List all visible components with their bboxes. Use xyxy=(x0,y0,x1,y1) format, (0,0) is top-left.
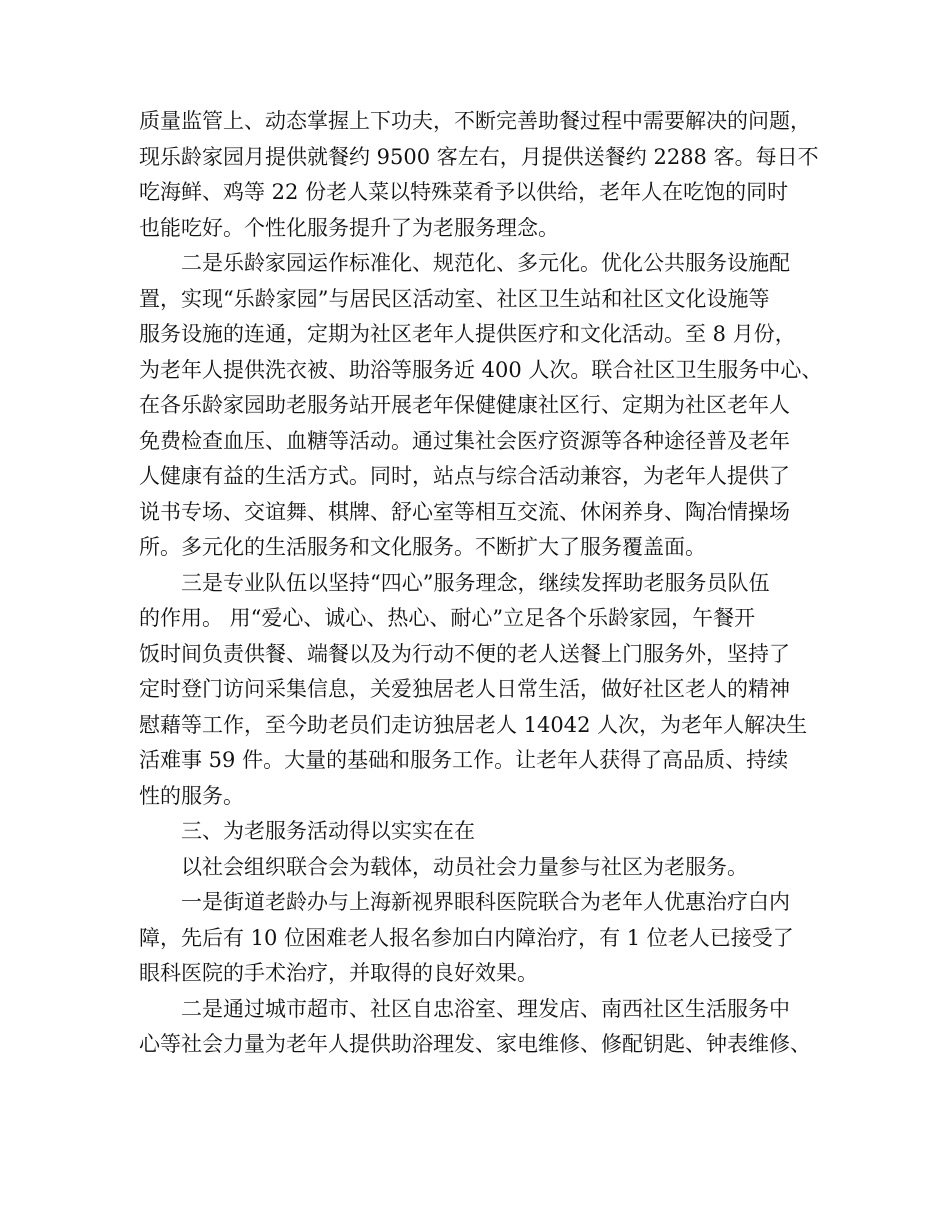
text-line: 现乐龄家园月提供就餐约 9500 客左右，月提供送餐约 2288 客。每日不 xyxy=(139,144,819,169)
text-line: 慰藉等工作，至今助老员们走访独居老人 14042 人次，为老年人解决生 xyxy=(139,712,808,737)
document-body xyxy=(139,104,829,1063)
text-line: 定时登门访问采集信息，关爱独居老人日常生活，做好社区老人的精神 xyxy=(139,677,790,701)
text-line: 饭时间负责供餐、端餐以及为行动不便的老人送餐上门服务外，坚持了 xyxy=(139,641,790,666)
section-heading: 三、为老服务活动得以实实在在 xyxy=(181,819,475,843)
text-line: 也能吃好。个性化服务提升了为老服务理念。 xyxy=(139,215,559,240)
text-line: 性的服务。 xyxy=(139,783,244,808)
text-line: 人健康有益的生活方式。同时，站点与综合活动兼容，为老年人提供了 xyxy=(139,464,790,488)
text-line: 服务设施的连通，定期为社区老年人提供医疗和文化活动。至 8 月份， xyxy=(139,322,796,346)
text-line: 所。多元化的生活服务和文化服务。不断扩大了服务覆盖面。 xyxy=(139,535,706,559)
text-line: 吃海鲜、鸡等 22 份老人菜以特殊菜肴予以供给，老年人在吃饱的同时 xyxy=(139,180,789,204)
text-line: 眼科医院的手术治疗，并取得的良好效果。 xyxy=(139,961,538,985)
paragraph-start-line: 一是街道老龄办与上海新视界眼科医院联合为老年人优惠治疗白内 xyxy=(181,890,790,914)
text-line: 障，先后有 10 位困难老人报名参加白内障治疗，有 1 位老人已接受了 xyxy=(139,925,794,950)
paragraph-start-line: 以社会组织联合会为载体，动员社会力量参与社区为老服务。 xyxy=(181,854,748,879)
text-line: 说书专场、交谊舞、棋牌、舒心室等相互交流、休闲养身、陶冶情操场 xyxy=(139,499,790,524)
paragraph-start-line: 二是乐龄家园运作标准化、规范化、多元化。优化公共服务设施配 xyxy=(181,251,790,275)
text-line: 质量监管上、动态掌握上下功夫，不断完善助餐过程中需要解决的问题， xyxy=(139,109,811,133)
paragraph-start-line: 三是专业队伍以坚持“四心”服务理念，继续发挥助老服务员队伍 xyxy=(181,570,770,595)
text-line: 置，实现“乐龄家园”与居民区活动室、社区卫生站和社区文化设施等 xyxy=(139,286,770,311)
text-line: 为老年人提供洗衣被、助浴等服务近 400 人次。联合社区卫生服务中心、 xyxy=(139,357,823,382)
paragraph-start-line: 二是通过城市超市、社区自忠浴室、理发店、南西社区生活服务中 xyxy=(181,996,790,1021)
text-line: 在各乐龄家园助老服务站开展老年保健健康社区行、定期为社区老年人 xyxy=(139,393,790,417)
text-line: 活难事 59 件。大量的基础和服务工作。让老年人获得了高品质、持续 xyxy=(139,748,789,772)
text-line: 免费检查血压、血糖等活动。通过集社会医疗资源等各种途径普及老年 xyxy=(139,428,790,453)
text-line: 的作用。 用“爱心、诚心、热心、耐心”立足各个乐龄家园，午餐开 xyxy=(139,606,756,630)
text-line: 心等社会力量为老年人提供助浴理发、家电维修、修配钥匙、钟表维修、 xyxy=(139,1032,811,1056)
